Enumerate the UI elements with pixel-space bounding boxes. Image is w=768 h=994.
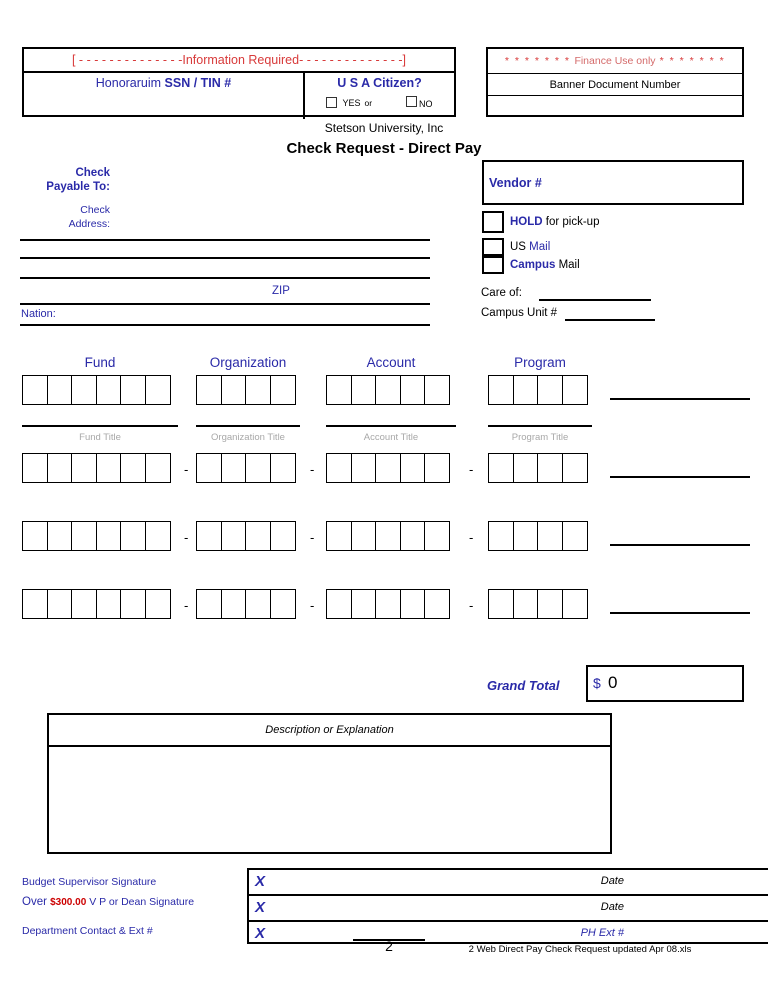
foapal-row-1-program-cells <box>488 375 586 405</box>
foapal-cell[interactable] <box>245 589 271 619</box>
foapal-cell[interactable] <box>145 375 171 405</box>
check-addr-line1: Check <box>80 204 110 216</box>
currency-symbol: $ <box>593 675 601 691</box>
foapal-cell[interactable] <box>537 521 563 551</box>
campus-unit-label: Campus Unit # <box>481 307 558 319</box>
citizen-or-label: or <box>364 97 373 108</box>
hold-bold-text: HOLD <box>510 216 543 228</box>
date-label-2: Date <box>600 901 624 913</box>
foapal-title-line-1[interactable] <box>196 425 300 427</box>
us-mail-row[interactable] <box>482 238 550 256</box>
information-required-header <box>24 49 454 73</box>
foapal-cell[interactable] <box>71 453 97 483</box>
foapal-cell[interactable] <box>488 453 514 483</box>
usa-citizen-cell <box>305 73 454 119</box>
foapal-cell[interactable] <box>196 453 222 483</box>
foapal-cell[interactable] <box>270 521 296 551</box>
foapal-cell[interactable] <box>562 589 588 619</box>
honorarium-label <box>24 76 303 90</box>
nation-line[interactable] <box>20 324 430 326</box>
ssn-tin-text: SSN / TIN # <box>164 76 232 90</box>
foapal-separator: - <box>469 598 474 613</box>
foapal-row-1-fund-cells <box>22 375 169 405</box>
foapal-cell[interactable] <box>351 521 377 551</box>
foapal-cell[interactable] <box>96 521 122 551</box>
finance-use-only-box <box>486 47 744 117</box>
foapal-separator: - <box>469 462 474 477</box>
stars-right: * * * * * * * <box>659 55 726 67</box>
foapal-row-3-organization-cells <box>196 521 294 551</box>
us-mail-label <box>510 241 550 253</box>
date-label-1: Date <box>600 875 624 887</box>
foapal-cell[interactable] <box>47 453 73 483</box>
banner-document-number-field[interactable] <box>488 96 742 117</box>
foapal-separator: - <box>310 530 315 545</box>
campus-unit-input-line[interactable] <box>565 319 655 321</box>
foapal-cell[interactable] <box>424 521 450 551</box>
check-payable-to-label <box>20 166 110 194</box>
foapal-cell[interactable] <box>375 521 401 551</box>
foapal-title-line-0[interactable] <box>22 425 178 427</box>
foapal-cell[interactable] <box>562 453 588 483</box>
campus-mail-row[interactable] <box>482 256 580 274</box>
foapal-cell[interactable] <box>270 453 296 483</box>
signature-box <box>247 868 768 944</box>
grand-total-box[interactable] <box>586 665 744 702</box>
amount-line-row-1[interactable] <box>610 398 750 400</box>
foapal-cell[interactable] <box>400 589 426 619</box>
foapal-cell[interactable] <box>326 521 352 551</box>
hold-for-pickup-label <box>510 216 599 228</box>
information-required-box <box>22 47 456 117</box>
hold-rest-text: for pick-up <box>542 216 600 228</box>
signature-row-vp-dean[interactable] <box>249 896 768 922</box>
foapal-separator: - <box>184 530 189 545</box>
foapal-row-2-organization-cells <box>196 453 294 483</box>
address-line-2[interactable] <box>20 277 430 279</box>
foapal-cell[interactable] <box>120 375 146 405</box>
campus-mail-label <box>510 259 580 271</box>
usa-citizen-label: U S A Citizen? <box>337 76 422 90</box>
foapal-header-account: Account <box>366 355 416 370</box>
foapal-row-4-fund-cells <box>22 589 169 619</box>
foapal-cell[interactable] <box>96 453 122 483</box>
budget-supervisor-signature-label: Budget Supervisor Signature <box>22 876 157 888</box>
foapal-cell[interactable] <box>513 375 539 405</box>
stars-left: * * * * * * * <box>504 55 571 67</box>
foapal-cell[interactable] <box>221 589 247 619</box>
foapal-cell[interactable] <box>196 521 222 551</box>
foapal-separator: - <box>469 530 474 545</box>
foapal-cell[interactable] <box>351 589 377 619</box>
description-box <box>47 713 612 854</box>
vendor-number-label: Vendor # <box>489 176 542 190</box>
foapal-row-3-program-cells <box>488 521 586 551</box>
foapal-row-4-account-cells <box>326 589 449 619</box>
honorarium-cell[interactable] <box>24 73 305 119</box>
foapal-title-line-2[interactable] <box>326 425 456 427</box>
foapal-cell[interactable] <box>120 589 146 619</box>
hold-for-pickup-row[interactable] <box>482 211 599 233</box>
foapal-cell[interactable] <box>71 521 97 551</box>
foapal-cell[interactable] <box>245 375 271 405</box>
ph-ext-label: PH Ext # <box>580 927 624 939</box>
foapal-cell[interactable] <box>513 453 539 483</box>
description-textarea[interactable] <box>49 747 610 854</box>
foapal-cell[interactable] <box>22 589 48 619</box>
foapal-cell[interactable] <box>270 375 296 405</box>
foapal-row-2-fund-cells <box>22 453 169 483</box>
dash-suffix: - - - - - - - - - - - - - -] <box>299 53 406 67</box>
foapal-cell[interactable] <box>221 375 247 405</box>
hold-for-pickup-checkbox[interactable] <box>482 211 504 233</box>
address-line-1[interactable] <box>20 257 430 259</box>
foapal-cell[interactable] <box>351 453 377 483</box>
amount-line-row-4[interactable] <box>610 612 750 614</box>
zip-label: ZIP <box>272 285 290 297</box>
grand-total-label: Grand Total <box>487 678 560 693</box>
foapal-title-line-3[interactable] <box>488 425 592 427</box>
information-required-label: Information Required <box>182 53 300 67</box>
citizen-no-label: NO <box>419 99 433 109</box>
foapal-cell[interactable] <box>22 375 48 405</box>
foapal-row-3-account-cells <box>326 521 449 551</box>
foapal-cell[interactable] <box>488 521 514 551</box>
foapal-cell[interactable] <box>375 453 401 483</box>
foapal-row-4-organization-cells <box>196 589 294 619</box>
foapal-cell[interactable] <box>245 521 271 551</box>
foapal-cell[interactable] <box>326 453 352 483</box>
foapal-cell[interactable] <box>562 521 588 551</box>
foapal-cell[interactable] <box>424 375 450 405</box>
banner-document-number-label: Banner Document Number <box>488 74 742 96</box>
foapal-cell[interactable] <box>22 521 48 551</box>
foapal-header-organization: Organization <box>209 355 287 370</box>
foapal-cell[interactable] <box>400 453 426 483</box>
foapal-row-2-account-cells <box>326 453 449 483</box>
vendor-number-box[interactable] <box>482 160 744 205</box>
foapal-cell[interactable] <box>351 375 377 405</box>
foapal-cell[interactable] <box>424 589 450 619</box>
amount-line-row-2[interactable] <box>610 476 750 478</box>
foapal-cell[interactable] <box>221 453 247 483</box>
amount-line-row-3[interactable] <box>610 544 750 546</box>
city-state-zip-line[interactable] <box>20 303 430 305</box>
foapal-cell[interactable] <box>488 375 514 405</box>
address-label-line2: Address: <box>68 218 110 230</box>
campus-rest-text: Mail <box>555 259 580 271</box>
foapal-cell[interactable] <box>145 521 171 551</box>
over-text: Over <box>22 896 51 908</box>
page-number: 2 <box>385 938 393 954</box>
foapal-cell[interactable] <box>196 375 222 405</box>
us-mail-blue-text: Mail <box>529 241 551 253</box>
foapal-cell[interactable] <box>375 375 401 405</box>
foapal-cell[interactable] <box>145 453 171 483</box>
check-address-label <box>20 203 110 231</box>
description-heading: Description or Explanation <box>49 715 610 747</box>
foapal-cell[interactable] <box>96 589 122 619</box>
citizen-yes-label: YES <box>342 97 361 108</box>
foapal-cell[interactable] <box>145 589 171 619</box>
foapal-title-label-2: Account Title <box>363 432 419 443</box>
foapal-separator: - <box>184 598 189 613</box>
honorarium-text: Honoraruim <box>95 76 165 90</box>
citizen-no-checkbox[interactable] <box>406 96 417 107</box>
foapal-separator: - <box>310 462 315 477</box>
vp-dean-rest-text: V P or Dean Signature <box>86 896 195 908</box>
organization-name: Stetson University, Inc <box>324 121 444 135</box>
page-title: Check Request - Direct Pay <box>286 140 482 157</box>
signature-x-mark: X <box>255 925 266 942</box>
foapal-cell[interactable] <box>400 521 426 551</box>
signature-row-budget-supervisor[interactable] <box>249 870 768 896</box>
finance-use-only-header <box>488 49 742 74</box>
foapal-header-fund: Fund <box>84 355 116 370</box>
foapal-cell[interactable] <box>513 521 539 551</box>
foapal-cell[interactable] <box>96 375 122 405</box>
foapal-cell[interactable] <box>47 521 73 551</box>
department-contact-label: Department Contact & Ext # <box>22 925 153 937</box>
foapal-row-1-account-cells <box>326 375 449 405</box>
foapal-cell[interactable] <box>47 589 73 619</box>
foapal-cell[interactable] <box>221 521 247 551</box>
grand-total-value: 0 <box>608 673 618 692</box>
foapal-cell[interactable] <box>488 589 514 619</box>
care-of-label: Care of: <box>481 287 522 299</box>
foapal-row-3-fund-cells <box>22 521 169 551</box>
foapal-cell[interactable] <box>71 589 97 619</box>
foapal-row-4-program-cells <box>488 589 586 619</box>
foapal-cell[interactable] <box>326 589 352 619</box>
foapal-cell[interactable] <box>424 453 450 483</box>
foapal-cell[interactable] <box>120 521 146 551</box>
foapal-cell[interactable] <box>537 453 563 483</box>
us-mail-black-text: US <box>510 241 530 253</box>
campus-mail-checkbox[interactable] <box>482 256 504 274</box>
signature-x-mark: X <box>255 873 266 890</box>
foapal-cell[interactable] <box>537 589 563 619</box>
foapal-cell[interactable] <box>245 453 271 483</box>
foapal-title-label-3: Program Title <box>511 432 569 443</box>
finance-use-only-label: Finance Use only <box>574 55 656 67</box>
foapal-cell[interactable] <box>120 453 146 483</box>
foapal-title-label-0: Fund Title <box>79 432 121 443</box>
foapal-separator: - <box>184 462 189 477</box>
foapal-row-1-organization-cells <box>196 375 294 405</box>
foapal-cell[interactable] <box>196 589 222 619</box>
citizen-no-group <box>406 96 433 109</box>
payable-name-line[interactable] <box>20 239 430 241</box>
foapal-title-label-1: Organization Title <box>211 432 285 443</box>
foapal-cell[interactable] <box>537 375 563 405</box>
citizen-yes-checkbox[interactable] <box>326 97 337 108</box>
foapal-header-program: Program <box>514 355 566 370</box>
care-of-input-line[interactable] <box>539 299 651 301</box>
foapal-cell[interactable] <box>400 375 426 405</box>
signature-x-mark: X <box>255 899 266 916</box>
foapal-cell[interactable] <box>513 589 539 619</box>
us-mail-checkbox[interactable] <box>482 238 504 256</box>
foapal-cell[interactable] <box>22 453 48 483</box>
foapal-cell[interactable] <box>270 589 296 619</box>
threshold-amount: $300.00 <box>50 897 87 908</box>
campus-bold-text: Campus <box>510 259 556 271</box>
vp-dean-signature-label <box>22 896 194 908</box>
signature-row-department-contact[interactable] <box>249 922 768 946</box>
foapal-cell[interactable] <box>71 375 97 405</box>
nation-label: Nation: <box>21 308 56 320</box>
footer-filename: 2 Web Direct Pay Check Request updated Apr 08.xls <box>468 944 692 955</box>
foapal-cell[interactable] <box>47 375 73 405</box>
payable-to-label-line2: Payable To: <box>46 181 110 193</box>
foapal-row-2-program-cells <box>488 453 586 483</box>
foapal-cell[interactable] <box>375 589 401 619</box>
foapal-cell[interactable] <box>326 375 352 405</box>
check-label-line1: Check <box>75 167 110 179</box>
foapal-separator: - <box>310 598 315 613</box>
citizen-checkbox-group <box>305 96 454 109</box>
dash-prefix: [ - - - - - - - - - - - - - - <box>71 53 183 67</box>
foapal-cell[interactable] <box>562 375 588 405</box>
